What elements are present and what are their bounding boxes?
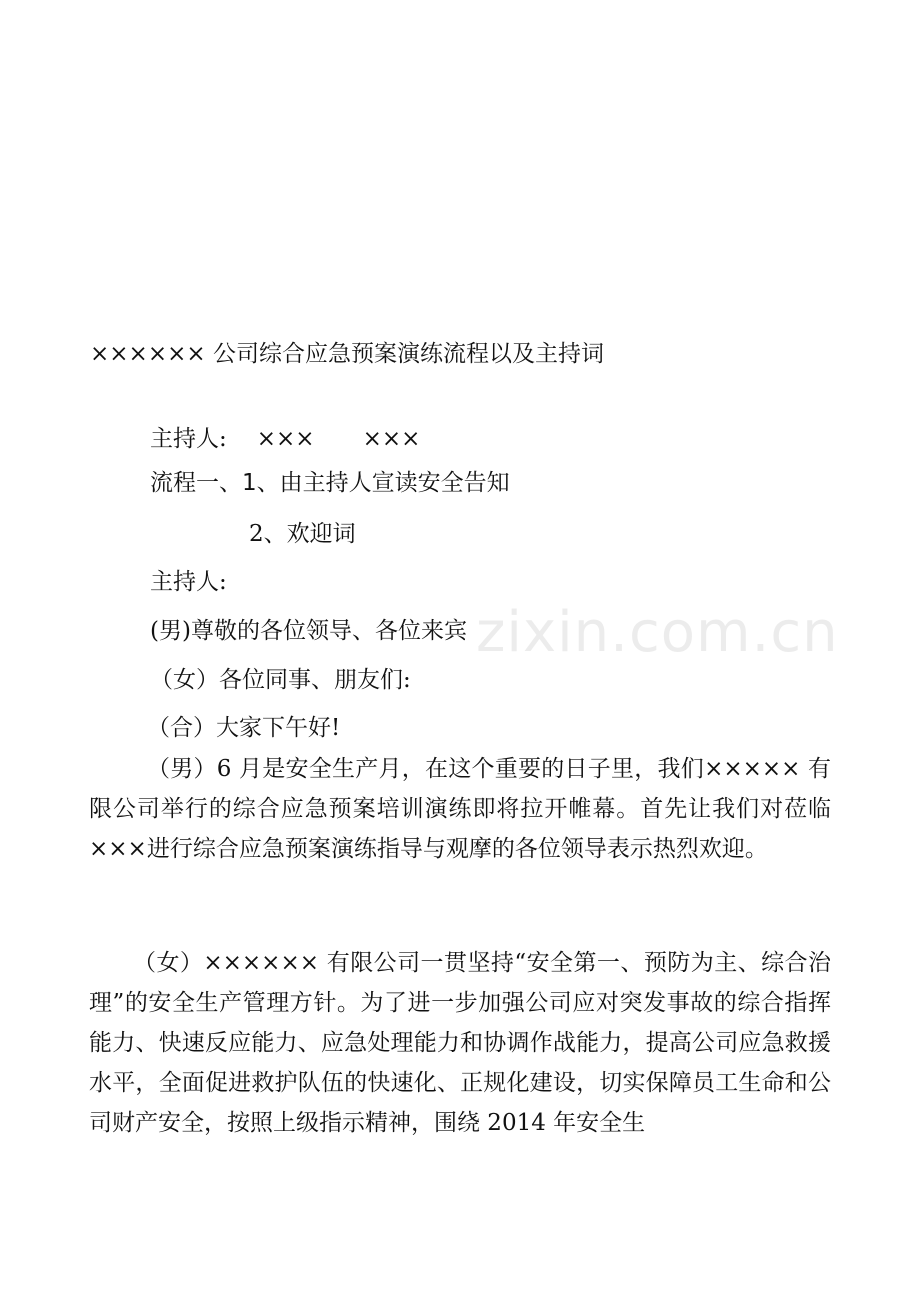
paragraph-female: （女）×××××× 有限公司一贯坚持“安全第一、预防为主、综合治理”的安全生产管理方针。为了进一步加强公司应对突发事故的综合指挥能力、快速反应能力、应急处理能力和协调作战能力，提高公司应急救援水平，全面促进救护队伍的快速化、正规化建设，切实保障员工生命和公司财产安全，按照上级指示精神，围绕 2014 年安全生 (89, 950, 831, 1136)
flow-step-2: 2、欢迎词 (249, 521, 356, 547)
document-title: ×××××× 公司综合应急预案演练流程以及主持词 (90, 341, 604, 367)
host-name-2: ××× (362, 426, 421, 452)
watermark: zixin.com.cn (476, 600, 839, 665)
host-name-1: ××× (256, 426, 315, 452)
host-label-2: 主持人: (150, 569, 227, 595)
flow-step-1: 流程一、1、由主持人宣读安全告知 (150, 470, 510, 496)
paragraph-male: （男）6 月是安全生产月，在这个重要的日子里，我们××××× 有限公司举行的综合应急预案培训演练即将拉开帷幕。首先让我们对莅临×××进行综合应急预案演练指导与观摩的各位领导表示热烈欢迎。 (89, 756, 831, 862)
host-line (150, 424, 420, 454)
female-greeting: （女）各位同事、朋友们: (150, 667, 411, 693)
host-label: 主持人: (150, 426, 227, 452)
together-greeting: （合）大家下午好! (147, 715, 341, 741)
male-greeting: (男)尊敬的各位领导、各位来宾 (150, 618, 467, 644)
